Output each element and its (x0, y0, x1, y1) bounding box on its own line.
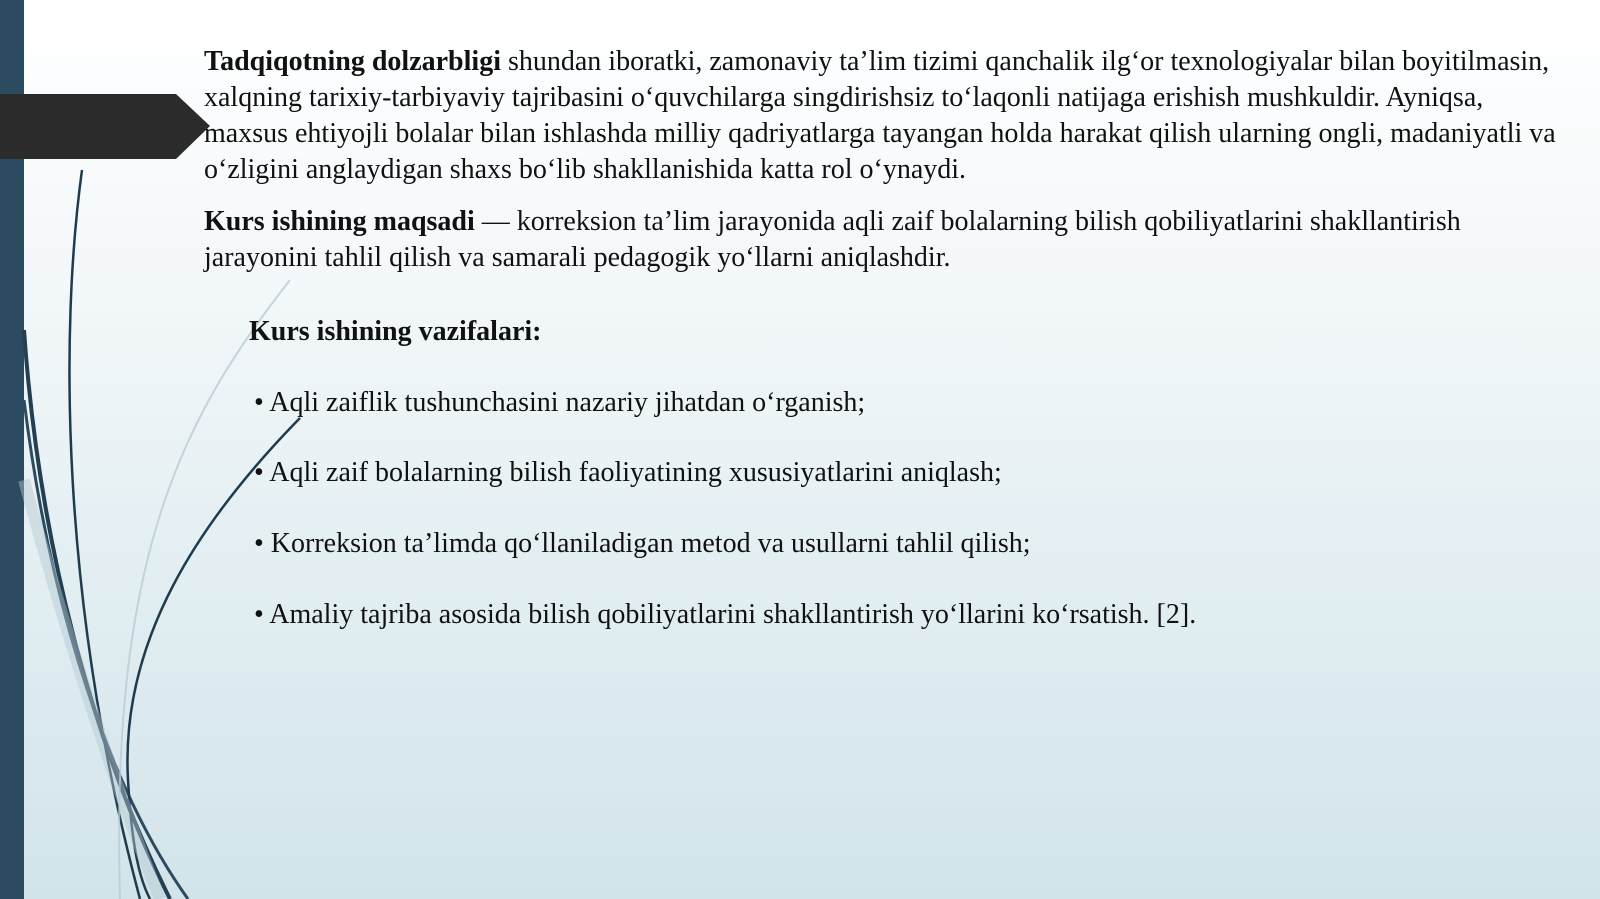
list-item-text: • Aqli zaiflik tushunchasini nazariy jihatdan o‘rganish; (254, 387, 866, 418)
relevance-body: shundan iboratki, zamonaviy ta’lim tizimi qanchalik ilg‘or texnologiyalar bilan boyitilmasin, xalqning tarixiy-tarbiyaviy tajribasini o‘quvchilarga singdirishsiz to‘laqonli natijaga erishish mushkuldir. Ayniqsa, maxsus ehtiyojli bolalar bilan ishlashda milliy qadriyatlarga tayangan holda harakat qilish ularning ongli, madaniyatli va o‘zligini anglaydigan shaxs bo‘lib shakllanishida katta rol o‘ynaydi. (204, 46, 1556, 185)
list-item-text: • Korreksion ta’limda qo‘llaniladigan metod va usullarni tahlil qilish; (254, 528, 1031, 559)
relevance-lead: Tadqiqotning dolzarbligi (204, 46, 501, 77)
tasks-heading-label: Kurs ishining vazifalari: (249, 316, 542, 347)
deco-curve (24, 480, 160, 899)
body-text (204, 44, 1564, 292)
list-item-text: • Aqli zaif bolalarning bilish faoliyatining xususiyatlarini aniqlash; (254, 457, 1002, 488)
list-item-text: • Amaliy tajriba asosida bilish qobiliyatlarini shakllantirish yo‘llarini ko‘rsatish. [2]. (254, 599, 1197, 630)
deco-curve (24, 330, 170, 899)
goal-body: — korreksion ta’lim jarayonida aqli zaif bolalarning bilish qobiliyatlarini shakllantirish jarayonini tahlil qilish va samarali pedagogik yo‘llarni aniqlashdir. (204, 206, 1461, 273)
title-arrow-shape (0, 94, 210, 159)
deco-curve (24, 400, 188, 899)
goal-paragraph (204, 204, 1564, 276)
goal-lead: Kurs ishining maqsadi (204, 206, 475, 237)
deco-curve (119, 280, 290, 899)
relevance-paragraph (204, 44, 1564, 188)
